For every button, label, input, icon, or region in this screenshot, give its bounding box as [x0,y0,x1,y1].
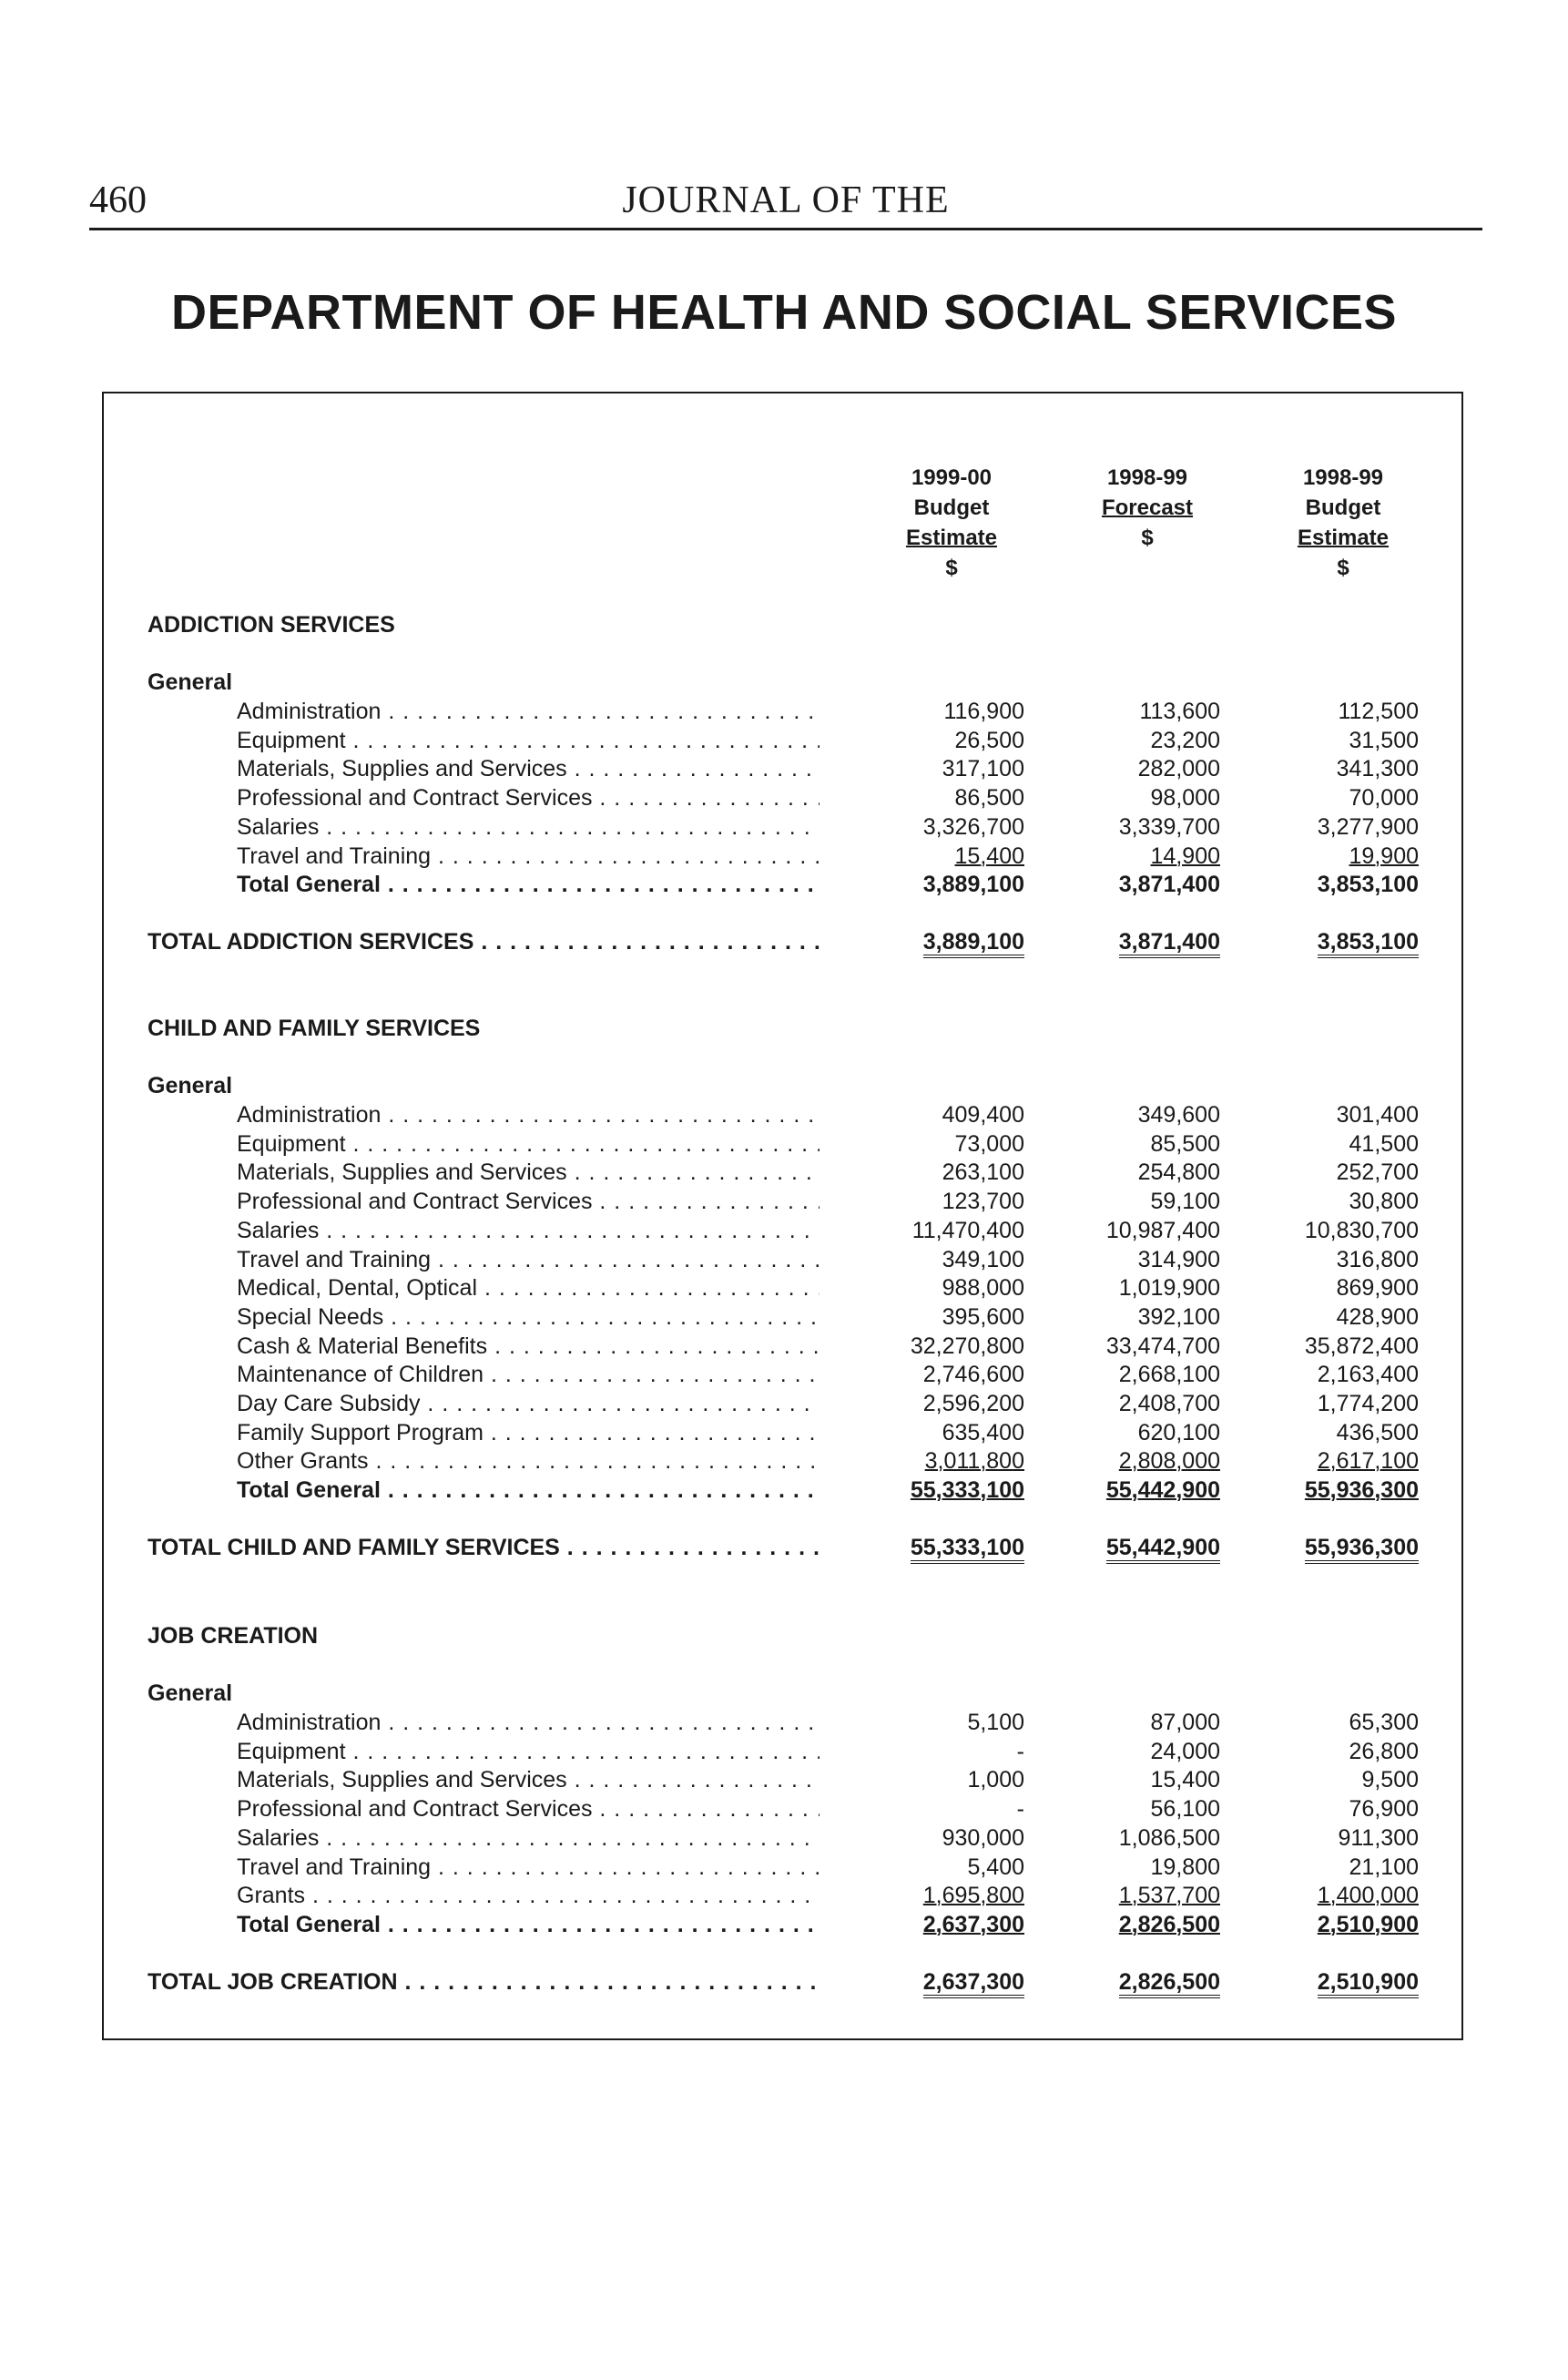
value-text: 55,936,300 [1304,1477,1419,1504]
table-row [0,1853,1568,1882]
value-text: 73,000 [954,1130,1024,1157]
value-text: 1,695,800 [922,1883,1024,1909]
value-text: 55,936,300 [1305,1535,1419,1564]
value-text: 3,871,400 [1119,929,1220,958]
value-cell [842,1389,1024,1418]
total-general-row [0,870,1568,899]
row-label: Equipment . . . [237,1737,820,1766]
value-cell [1237,1533,1419,1564]
column-header-1998-99-forecast [1070,463,1225,553]
row-label: Travel and Training . . . [237,1245,820,1274]
value-cell [1237,1216,1419,1245]
table-row [0,1418,1568,1447]
value-cell [842,1737,1024,1766]
value-cell [1038,1823,1220,1853]
value-cell [842,927,1024,958]
value-cell [1038,1129,1220,1159]
value-text: 32,270,800 [910,1333,1024,1359]
table-row [0,1389,1568,1418]
value-cell [1038,1967,1220,1998]
value-text: 31,500 [1349,727,1419,753]
value-cell [842,1418,1024,1447]
value-cell [842,1765,1024,1794]
value-cell [1237,1823,1419,1853]
table-row [0,1765,1568,1794]
value-text: 409,400 [942,1102,1024,1128]
total-general-label: Total General . . . [237,1910,820,1939]
section-title: JOB CREATION [148,1623,319,1649]
subsection-title: General [148,1073,233,1098]
section-total-label: TOTAL ADDICTION SERVICES . . . [148,927,820,956]
value-cell [1237,927,1419,958]
value-text: 3,889,100 [923,929,1024,958]
value-cell [842,1910,1024,1939]
value-cell [1237,754,1419,783]
page-number: 460 [89,179,147,221]
value-text: 2,746,600 [922,1362,1024,1388]
value-cell [1038,1794,1220,1823]
row-label: Medical, Dental, Optical . . . [237,1273,820,1302]
value-cell [1237,1187,1419,1216]
value-text: 30,800 [1349,1189,1419,1215]
table-row [0,812,1568,842]
value-cell [842,783,1024,812]
value-cell [1237,812,1419,842]
row-label: Equipment . . . [237,726,820,755]
value-cell [842,1216,1024,1245]
value-text: 112,500 [1338,699,1419,724]
value-cell [1237,1476,1419,1505]
value-cell [1038,1910,1220,1939]
row-label: Travel and Training . . . [237,842,820,871]
value-text: 301,400 [1336,1102,1419,1128]
row-label: Administration . . . [237,1100,820,1129]
value-text: 2,510,900 [1318,1969,1419,1998]
value-text: 314,900 [1137,1246,1220,1272]
row-label: Travel and Training . . . [237,1853,820,1882]
value-text: 1,019,900 [1118,1275,1220,1302]
row-label: Professional and Contract Services . . . [237,1794,820,1823]
value-text: 86,500 [954,785,1024,812]
total-general-label: Total General . . . [237,870,820,899]
value-cell [842,754,1024,783]
value-cell [842,1100,1024,1129]
value-text: 21,100 [1349,1854,1419,1880]
value-text: 2,617,100 [1317,1448,1419,1475]
value-cell [842,1853,1024,1882]
value-text: 23,200 [1150,727,1220,753]
value-cell [1038,1446,1220,1476]
row-label: Professional and Contract Services . . . [237,783,820,812]
value-text: 15,400 [954,843,1024,869]
value-cell [1237,1418,1419,1447]
value-cell [1237,1389,1419,1418]
value-cell [1038,1187,1220,1216]
value-cell [1038,1216,1220,1245]
value-text: 26,500 [954,727,1024,753]
value-cell [842,1476,1024,1505]
value-cell [1038,1302,1220,1332]
value-text: 5,100 [967,1710,1024,1735]
value-text: 1,000 [967,1767,1024,1793]
value-cell [1038,1245,1220,1274]
value-cell [1237,1129,1419,1159]
value-text: 3,853,100 [1318,929,1419,958]
value-cell [1237,1360,1419,1389]
table-row [0,726,1568,755]
value-cell [842,1794,1024,1823]
value-text: 930,000 [942,1824,1024,1851]
value-cell [842,1823,1024,1853]
column-header-line: Forecast [1101,495,1194,520]
total-general-row [0,1910,1568,1939]
value-text: 55,333,100 [910,1477,1024,1504]
value-text: 392,100 [1137,1303,1220,1330]
value-cell [1237,1765,1419,1794]
value-text: 35,872,400 [1304,1333,1419,1359]
value-text: 33,474,700 [1105,1333,1220,1359]
table-row [0,783,1568,812]
total-general-row [0,1476,1568,1505]
value-cell [1237,1100,1419,1129]
value-text: 15,400 [1150,1767,1220,1793]
section-total-row [0,1533,1568,1562]
value-text: 1,537,700 [1118,1883,1220,1909]
table-row [0,842,1568,871]
column-header-1999-00-budget-estimate [874,463,1029,583]
value-cell [1237,783,1419,812]
value-text: 282,000 [1137,756,1220,782]
value-text: 55,442,900 [1105,1477,1220,1504]
row-label: Administration . . . [237,697,820,726]
section-total-row [0,1967,1568,1997]
value-text: 3,326,700 [922,813,1024,840]
subsection-title: General [148,1680,233,1706]
value-text: 98,000 [1150,785,1220,812]
row-label: Family Support Program . . . [237,1418,820,1447]
value-text: 19,800 [1150,1854,1220,1880]
value-text: - [1016,1738,1024,1764]
table-row [0,1794,1568,1823]
value-cell [842,1158,1024,1187]
row-label: Grants . . . [237,1881,820,1910]
value-cell [1038,754,1220,783]
page-title: DEPARTMENT OF HEALTH AND SOCIAL SERVICES [170,285,1398,340]
row-label: Maintenance of Children . . . [237,1360,820,1389]
row-label: Materials, Supplies and Services . . . [237,1765,820,1794]
value-text: 1,400,000 [1317,1883,1419,1909]
value-text: 3,871,400 [1118,872,1220,898]
total-general-label: Total General . . . [237,1476,820,1505]
section-title: ADDICTION SERVICES [148,612,395,638]
value-cell [1038,870,1220,899]
row-label: Salaries . . . [237,1823,820,1853]
column-header-line: 1998-99 [1106,465,1188,490]
value-text: 3,011,800 [924,1448,1024,1475]
value-cell [1237,1446,1419,1476]
value-text: 436,500 [1336,1419,1419,1445]
value-cell [1237,726,1419,755]
value-cell [842,726,1024,755]
column-header-line: Estimate [1297,526,1390,550]
value-text: 635,400 [942,1419,1024,1445]
value-text: 620,100 [1137,1419,1220,1445]
row-label: Professional and Contract Services . . . [237,1187,820,1216]
column-header-line: Estimate [905,526,998,550]
column-currency: $ [1141,526,1154,550]
value-cell [1038,1765,1220,1794]
journal-title: JOURNAL OF THE [622,179,950,221]
value-text: 2,163,400 [1317,1362,1419,1388]
value-text: 113,600 [1139,699,1220,724]
value-text: 26,800 [1349,1738,1419,1764]
value-text: 252,700 [1336,1159,1419,1186]
value-text: 869,900 [1336,1275,1419,1302]
value-cell [1237,842,1419,871]
row-label: Materials, Supplies and Services . . . [237,754,820,783]
value-text: 3,853,100 [1317,872,1419,898]
value-text: 3,889,100 [922,872,1024,898]
value-cell [1038,812,1220,842]
value-text: 65,300 [1349,1710,1419,1735]
value-text: 85,500 [1150,1130,1220,1157]
value-cell [1038,1158,1220,1187]
value-cell [842,1129,1024,1159]
table-row [0,1708,1568,1737]
value-text: 254,800 [1137,1159,1220,1186]
row-label: Salaries . . . [237,812,820,842]
value-cell [842,1360,1024,1389]
value-cell [1038,927,1220,958]
column-header-line: 1998-99 [1302,465,1384,490]
value-text: 317,100 [942,756,1024,782]
table-row [0,1446,1568,1476]
value-cell [1038,1533,1220,1564]
column-header-1998-99-budget-estimate [1266,463,1420,583]
value-cell [842,812,1024,842]
value-text: 2,826,500 [1118,1911,1220,1937]
value-text: 341,300 [1336,756,1419,782]
value-text: 10,830,700 [1304,1217,1419,1243]
value-cell [1038,1389,1220,1418]
value-cell [842,1245,1024,1274]
table-row [0,1273,1568,1302]
row-label: Administration . . . [237,1708,820,1737]
value-cell [1038,1737,1220,1766]
value-text: 9,500 [1361,1767,1419,1793]
value-cell [1237,870,1419,899]
value-text: 55,442,900 [1106,1535,1220,1564]
value-cell [1038,783,1220,812]
row-label: Salaries . . . [237,1216,820,1245]
value-cell [1038,1332,1220,1361]
value-cell [1038,1273,1220,1302]
value-text: 24,000 [1150,1738,1220,1764]
value-text: 123,700 [942,1189,1024,1215]
column-currency: $ [1337,556,1349,580]
value-cell [1038,726,1220,755]
table-row [0,697,1568,726]
value-cell [1038,1100,1220,1129]
subsection-title: General [148,669,233,695]
table-row [0,1245,1568,1274]
value-cell [1237,1853,1419,1882]
column-header-line: Budget [913,495,990,520]
column-header-line: Budget [1305,495,1381,520]
value-text: 3,277,900 [1317,813,1419,840]
table-row [0,1823,1568,1853]
value-cell [842,1967,1024,1998]
value-cell [842,1302,1024,1332]
row-label: Materials, Supplies and Services . . . [237,1158,820,1187]
section-total-row [0,927,1568,956]
value-text: 349,100 [942,1246,1024,1272]
row-label: Day Care Subsidy . . . [237,1389,820,1418]
value-text: 70,000 [1349,785,1419,812]
table-row [0,1360,1568,1389]
value-text: - [1016,1796,1024,1823]
value-cell [1038,1853,1220,1882]
value-cell [842,870,1024,899]
value-cell [1038,1881,1220,1910]
value-text: 19,900 [1349,843,1419,869]
row-label: Special Needs . . . [237,1302,820,1332]
row-label: Cash & Material Benefits . . . [237,1332,820,1361]
value-text: 76,900 [1349,1796,1419,1823]
value-cell [842,697,1024,726]
table-row [0,754,1568,783]
value-text: 2,637,300 [923,1969,1024,1998]
value-cell [1237,1158,1419,1187]
table-row [0,1881,1568,1910]
value-text: 1,774,200 [1317,1391,1419,1416]
table-row [0,1100,1568,1129]
value-cell [1038,1708,1220,1737]
value-text: 2,808,000 [1118,1448,1220,1475]
value-cell [1237,1273,1419,1302]
value-cell [1237,1794,1419,1823]
value-text: 349,600 [1137,1102,1220,1128]
row-label: Equipment . . . [237,1129,820,1159]
value-text: 2,596,200 [922,1391,1024,1416]
value-cell [1237,1737,1419,1766]
value-text: 87,000 [1150,1710,1220,1735]
value-text: 428,900 [1336,1303,1419,1330]
value-cell [1237,1910,1419,1939]
table-row [0,1737,1568,1766]
value-text: 1,086,500 [1118,1824,1220,1851]
value-cell [1038,697,1220,726]
value-text: 3,339,700 [1118,813,1220,840]
row-label: Other Grants . . . [237,1446,820,1476]
value-text: 911,300 [1338,1824,1419,1851]
value-cell [1237,1881,1419,1910]
value-text: 2,826,500 [1119,1969,1220,1998]
value-cell [842,842,1024,871]
value-cell [1237,1332,1419,1361]
value-cell [842,1446,1024,1476]
value-text: 395,600 [942,1303,1024,1330]
section-total-label: TOTAL CHILD AND FAMILY SERVICES . . . [148,1533,820,1562]
value-text: 41,500 [1349,1130,1419,1157]
value-cell [1038,842,1220,871]
value-cell [1038,1418,1220,1447]
value-cell [1038,1360,1220,1389]
value-cell [842,1332,1024,1361]
section-total-label: TOTAL JOB CREATION . . . [148,1967,820,1997]
table-row [0,1129,1568,1159]
value-text: 55,333,100 [911,1535,1024,1564]
value-text: 2,637,300 [922,1911,1024,1937]
value-text: 5,400 [967,1854,1024,1880]
section-title: CHILD AND FAMILY SERVICES [148,1016,481,1041]
value-cell [1237,1302,1419,1332]
value-text: 263,100 [942,1159,1024,1186]
value-cell [842,1881,1024,1910]
table-row [0,1216,1568,1245]
value-cell [1237,1245,1419,1274]
table-row [0,1332,1568,1361]
column-currency: $ [945,556,958,580]
value-text: 2,510,900 [1317,1911,1419,1937]
value-cell [1237,1967,1419,1998]
value-text: 116,900 [943,699,1024,724]
table-row [0,1302,1568,1332]
value-cell [842,1273,1024,1302]
value-text: 10,987,400 [1105,1217,1220,1243]
value-text: 988,000 [942,1275,1024,1302]
value-text: 56,100 [1150,1796,1220,1823]
value-cell [842,1708,1024,1737]
value-cell [1038,1476,1220,1505]
value-text: 2,408,700 [1118,1391,1220,1416]
table-row [0,1187,1568,1216]
value-text: 59,100 [1150,1189,1220,1215]
value-cell [1237,1708,1419,1737]
value-text: 11,470,400 [911,1217,1024,1243]
value-cell [1237,697,1419,726]
table-row [0,1158,1568,1187]
value-cell [842,1533,1024,1564]
value-text: 14,900 [1150,843,1220,869]
value-text: 2,668,100 [1118,1362,1220,1388]
column-header-line: 1999-00 [911,465,993,490]
value-cell [842,1187,1024,1216]
value-text: 316,800 [1336,1246,1419,1272]
